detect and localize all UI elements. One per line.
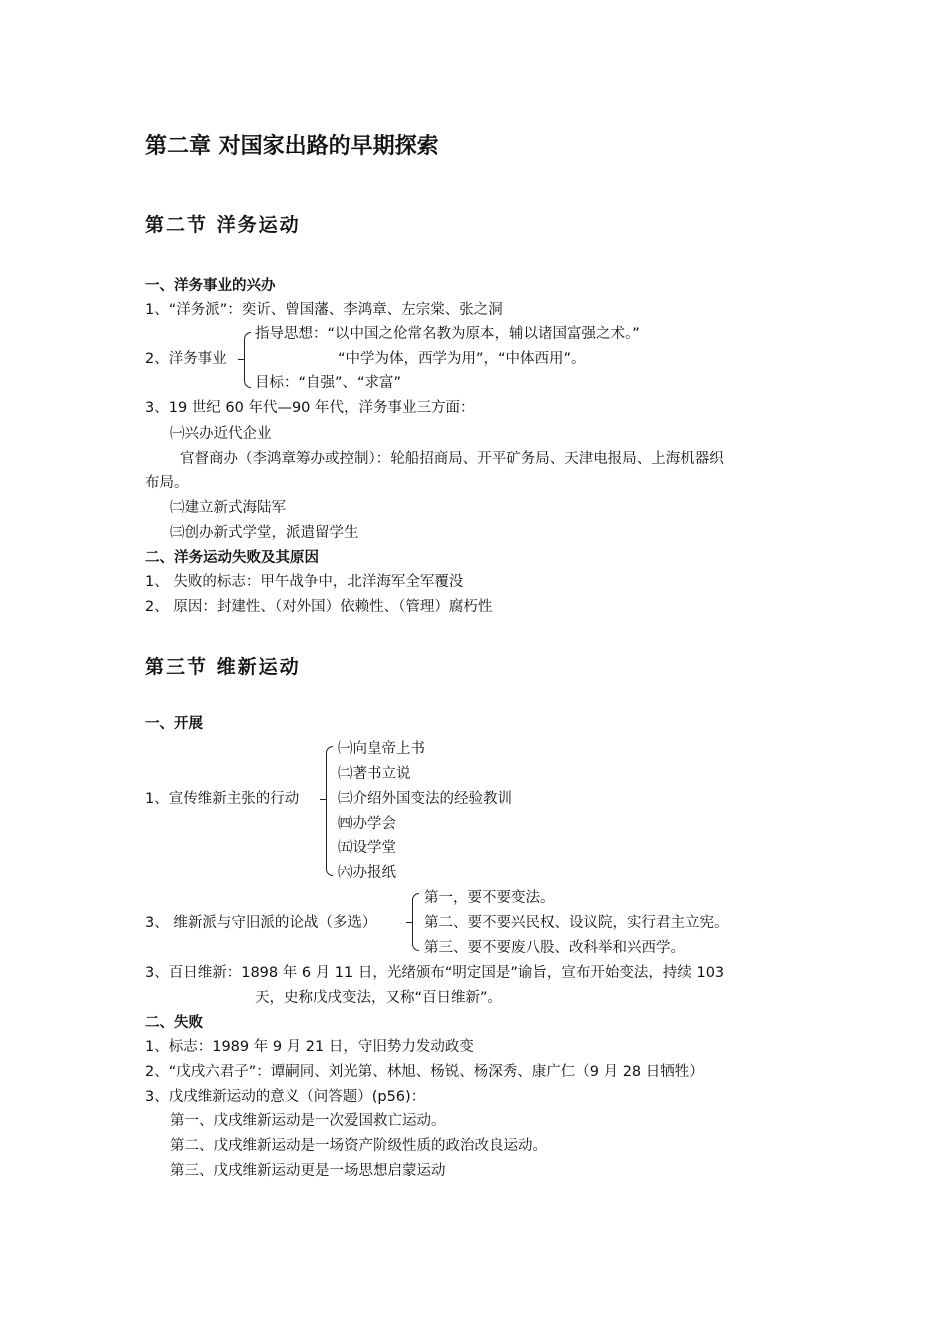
brace-tip bbox=[238, 359, 244, 360]
list-item: ㈢介绍外国变法的经验教训 bbox=[338, 791, 512, 807]
list-item: “中学为体，西学为用”，“中体西用”。 bbox=[338, 351, 586, 367]
list-item: ㈠兴办近代企业 bbox=[170, 426, 272, 442]
brace-icon bbox=[244, 332, 251, 388]
part-heading: 一、洋务事业的兴办 bbox=[145, 278, 276, 294]
list-item: ㈡建立新式海陆军 bbox=[170, 500, 286, 516]
brace-tip bbox=[406, 922, 412, 923]
list-item: 3、百日维新：1898 年 6 月 11 日，光绪颁布“明定国是”谕旨，宣布开始变法，持续 103 bbox=[145, 965, 725, 981]
list-item: 第三、要不要废八股、改科举和兴西学。 bbox=[424, 940, 685, 956]
list-item: 2、 原因：封建性、（对外国）依赖性、（管理）腐朽性 bbox=[145, 599, 493, 615]
list-item: 3、19 世纪 60 年代—90 年代，洋务事业三方面： bbox=[145, 400, 475, 416]
list-item: 指导思想：“以中国之伦常名教为原本，辅以诸国富强之术。” bbox=[255, 326, 640, 342]
brace-icon bbox=[412, 893, 419, 951]
list-item: ㈥办报纸 bbox=[338, 865, 396, 881]
list-item: 2、洋务事业 bbox=[145, 351, 227, 367]
part-heading: 二、洋务运动失败及其原因 bbox=[145, 550, 319, 566]
list-item: 3、 维新派与守旧派的论战（多选） bbox=[145, 915, 377, 931]
list-item: 1、标志：1989 年 9 月 21 日，守旧势力发动政变 bbox=[145, 1039, 474, 1055]
list-item: 第一，要不要变法。 bbox=[424, 890, 555, 906]
list-item: ㈤设学堂 bbox=[338, 840, 396, 856]
brace-icon bbox=[326, 746, 333, 876]
list-item: 3、戊戌维新运动的意义（问答题）(p56)： bbox=[145, 1089, 426, 1105]
list-item: 2、“戊戌六君子”：谭嗣同、刘光第、林旭、杨锐、杨深秀、康广仁（9 月 28 日牺牲） bbox=[145, 1064, 704, 1080]
list-item: 第一、戊戌维新运动是一次爱国救亡运动。 bbox=[170, 1113, 446, 1129]
list-item: 第二、要不要兴民权、设议院，实行君主立宪。 bbox=[424, 915, 729, 931]
section-heading-2: 第二节 洋务运动 bbox=[145, 214, 301, 236]
list-item: 第二、戊戌维新运动是一场资产阶级性质的政治改良运动。 bbox=[170, 1138, 547, 1154]
part-heading: 一、开展 bbox=[145, 716, 203, 732]
list-item: ㈢创办新式学堂，派遣留学生 bbox=[170, 525, 359, 541]
list-item: ㈡著书立说 bbox=[338, 766, 411, 782]
list-item: 1、宣传维新主张的行动 bbox=[145, 791, 300, 807]
part-heading: 二、失败 bbox=[145, 1015, 203, 1031]
list-item: ㈠向皇帝上书 bbox=[338, 741, 425, 757]
list-item: 官督商办（李鸿章筹办或控制）：轮船招商局、开平矿务局、天津电报局、上海机器织 bbox=[180, 451, 724, 467]
list-item: 第三、戊戌维新运动更是一场思想启蒙运动 bbox=[170, 1163, 446, 1179]
list-item: ㈣办学会 bbox=[338, 816, 396, 832]
list-item: 目标：“自强”、“求富” bbox=[255, 375, 402, 391]
chapter-title: 第二章 对国家出路的早期探索 bbox=[145, 133, 439, 159]
brace-tip bbox=[320, 799, 326, 800]
section-heading-3: 第三节 维新运动 bbox=[145, 656, 301, 678]
list-item: 布局。 bbox=[145, 475, 189, 491]
list-item: 1、 失败的标志：甲午战争中，北洋海军全军覆没 bbox=[145, 574, 464, 590]
list-item: 1、“洋务派”：奕䜣、曾国藩、李鸿章、左宗棠、张之洞 bbox=[145, 302, 503, 318]
list-item: 天，史称戊戌变法，又称“百日维新”。 bbox=[255, 990, 503, 1006]
